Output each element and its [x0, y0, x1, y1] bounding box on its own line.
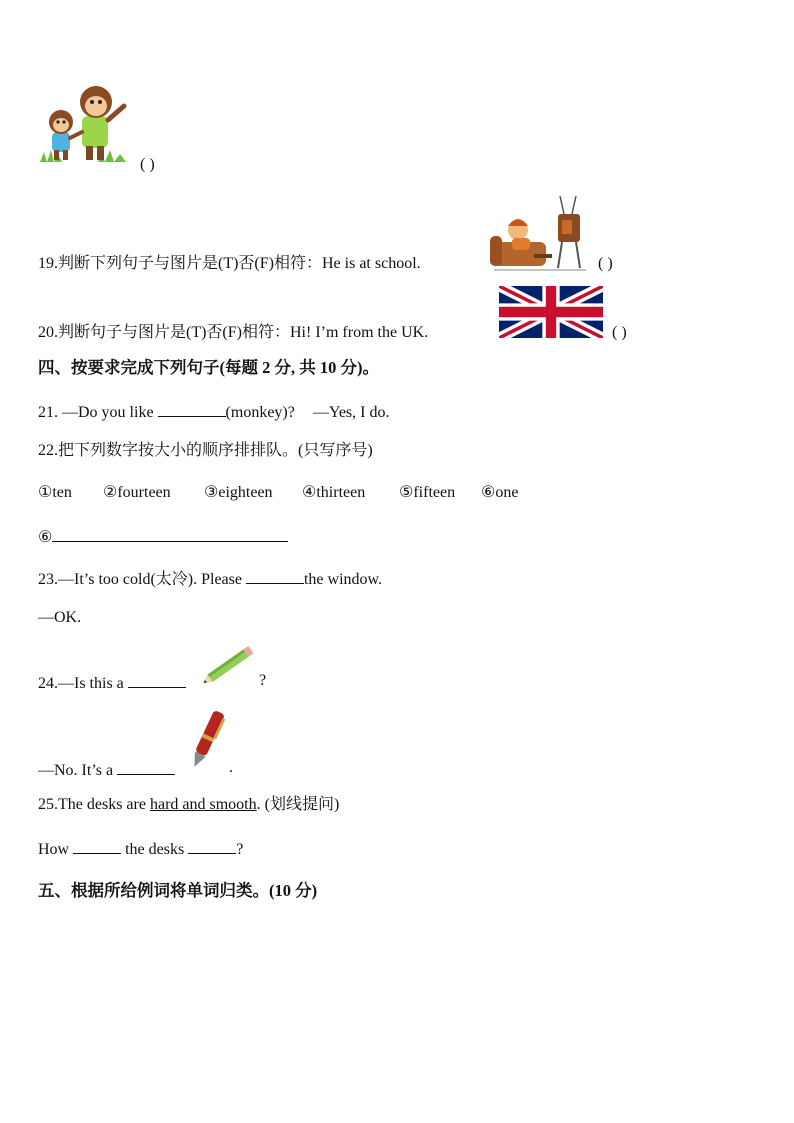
q25-line — [38, 795, 339, 815]
q22-option: ①ten — [38, 484, 72, 501]
q23-blank[interactable] — [246, 567, 304, 584]
q23-part-b: the window. — [303, 571, 383, 588]
q25-part-a: 25.The desks are — [38, 796, 146, 813]
q19-answer-paren[interactable]: ( ) — [598, 255, 613, 272]
pencil-picture — [198, 642, 262, 688]
q21-line — [38, 400, 389, 423]
q18-answer-paren[interactable]: ( ) — [140, 156, 155, 173]
q25-how: How — [38, 841, 70, 858]
q25-mid: the desks — [125, 841, 185, 858]
q21-reply: —Yes, I do. — [312, 404, 390, 421]
q24-reply-line — [38, 758, 175, 781]
q21-part-b: (monkey)? — [225, 404, 295, 421]
q25-underlined-phrase: hard and smooth — [149, 796, 257, 813]
q22-option: ②fourteen — [103, 484, 171, 501]
q19-question: 19.判断下列句子与图片是(T)否(F)相符：He is at school. — [38, 255, 421, 272]
q22-option: ⑥one — [481, 484, 519, 501]
q21-blank[interactable] — [158, 400, 226, 417]
q24-part-b: —No. It’s a — [38, 762, 114, 779]
q25-answer-line — [38, 837, 243, 860]
q24-period: . — [229, 759, 233, 776]
q23-part-a: 23.—It’s too cold(太冷). Please — [38, 571, 242, 588]
q22-answer-prefix: ⑥ — [38, 529, 53, 546]
q25-blank-2[interactable] — [188, 837, 236, 854]
q25-blank-1[interactable] — [73, 837, 121, 854]
q22-option: ④thirteen — [302, 484, 366, 501]
uk-flag-picture — [499, 286, 603, 338]
q20-answer-paren[interactable]: ( ) — [612, 324, 627, 341]
q22-question: 22.把下列数字按大小的顺序排排队。(只写序号) — [38, 442, 373, 459]
q23-reply: —OK. — [38, 609, 82, 626]
section-5-title: 五、根据所给例词将单词归类。(10 分) — [38, 881, 318, 900]
q24-line — [38, 671, 186, 694]
q22-option: ⑤fifteen — [399, 484, 456, 501]
q22-answer-line — [38, 525, 288, 548]
q23-line — [38, 567, 382, 590]
q25-question-mark: ? — [236, 841, 244, 858]
section-4-title: 四、按要求完成下列句子(每题 2 分, 共 10 分)。 — [38, 358, 379, 377]
q20-question: 20.判断句子与图片是(T)否(F)相符：Hi! I’m from the UK. — [38, 324, 429, 341]
q24-blank-2[interactable] — [117, 758, 175, 775]
q21-part-a: 21. —Do you like — [38, 404, 154, 421]
q25-part-b: . (划线提问) — [256, 796, 340, 813]
q22-option: ③eighteen — [204, 484, 273, 501]
boy-watching-tv-picture — [490, 192, 590, 272]
q24-blank-1[interactable] — [128, 671, 186, 688]
pen-picture — [186, 706, 230, 774]
q24-question-mark: ? — [259, 672, 267, 689]
q24-part-a: 24.—Is this a — [38, 675, 124, 692]
q22-answer-blank[interactable] — [52, 525, 288, 542]
monkeys-picture — [38, 82, 130, 166]
